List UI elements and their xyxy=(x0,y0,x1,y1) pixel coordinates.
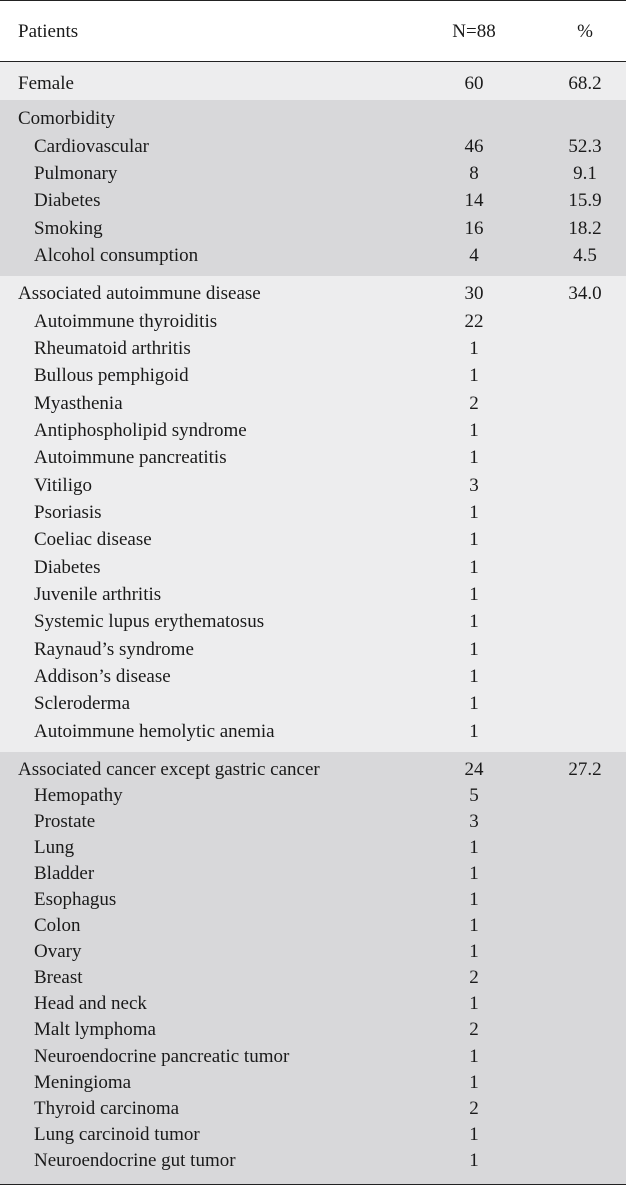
table-row xyxy=(0,362,626,389)
table-row xyxy=(0,913,626,939)
row-percent: 15.9 xyxy=(568,190,602,212)
row-count: 1 xyxy=(469,365,479,387)
row-percent: 18.2 xyxy=(568,217,602,239)
row-label: Lung xyxy=(34,836,75,858)
row-count: 24 xyxy=(464,758,484,780)
table-row xyxy=(0,444,626,471)
table-row xyxy=(0,280,626,307)
row-label: Diabetes xyxy=(34,190,101,212)
row-percent: 27.2 xyxy=(568,758,602,780)
row-label: Neuroendocrine pancreatic tumor xyxy=(34,1045,290,1067)
header-n: N=88 xyxy=(452,20,496,42)
header-percent: % xyxy=(577,20,593,42)
row-count: 2 xyxy=(469,1097,479,1119)
table-row xyxy=(0,499,626,526)
row-label: Autoimmune thyroiditis xyxy=(34,310,218,332)
table-row xyxy=(0,965,626,991)
table-row xyxy=(0,991,626,1017)
section-female xyxy=(0,62,626,100)
row-count: 1 xyxy=(469,720,479,742)
row-count: 1 xyxy=(469,862,479,884)
row-label: Smoking xyxy=(34,217,103,239)
row-label: Esophagus xyxy=(34,889,117,911)
row-label: Vitiligo xyxy=(34,474,92,496)
table-row xyxy=(0,756,626,782)
row-percent: 4.5 xyxy=(573,245,597,267)
row-label: Addison’s disease xyxy=(34,665,171,687)
row-label: Alcohol consumption xyxy=(34,245,199,267)
row-label: Associated cancer except gastric cancer xyxy=(18,758,320,780)
table-row xyxy=(0,187,626,214)
row-label: Neuroendocrine gut tumor xyxy=(34,1149,236,1171)
row-percent: 34.0 xyxy=(568,283,602,305)
table-row xyxy=(0,808,626,834)
row-count: 1 xyxy=(469,915,479,937)
row-count: 1 xyxy=(469,1071,479,1093)
row-count: 1 xyxy=(469,583,479,605)
row-percent: 68.2 xyxy=(568,72,602,94)
section-cancer xyxy=(0,752,626,1184)
row-percent: 52.3 xyxy=(568,135,602,157)
row-label: Myasthenia xyxy=(34,392,123,414)
row-label: Ovary xyxy=(34,941,82,963)
row-label: Bullous pemphigoid xyxy=(34,365,189,387)
table-row xyxy=(0,886,626,912)
row-count: 60 xyxy=(464,72,484,94)
section-autoimmune xyxy=(0,276,626,752)
table-row xyxy=(0,132,626,159)
row-count: 2 xyxy=(469,392,479,414)
row-label: Thyroid carcinoma xyxy=(34,1097,180,1119)
table-row xyxy=(0,1069,626,1095)
row-count: 8 xyxy=(469,162,479,184)
row-count: 30 xyxy=(464,283,484,305)
row-label: Hemopathy xyxy=(34,784,123,806)
table-row xyxy=(0,1121,626,1147)
table-row xyxy=(0,335,626,362)
table-row xyxy=(0,782,626,808)
row-count: 22 xyxy=(464,310,484,332)
table-row xyxy=(0,69,626,97)
table-row xyxy=(0,1147,626,1173)
row-count: 1 xyxy=(469,611,479,633)
row-count: 1 xyxy=(469,638,479,660)
row-count: 1 xyxy=(469,447,479,469)
row-count: 1 xyxy=(469,1149,479,1171)
table-row xyxy=(0,718,626,745)
row-label: Female xyxy=(18,72,74,94)
row-count: 46 xyxy=(464,135,484,157)
row-percent: 9.1 xyxy=(573,162,597,184)
row-count: 16 xyxy=(464,217,484,239)
row-label: Breast xyxy=(34,967,83,989)
table-row xyxy=(0,834,626,860)
row-label: Comorbidity xyxy=(18,108,116,130)
row-label: Cardiovascular xyxy=(34,135,150,157)
table-row xyxy=(0,1095,626,1121)
table-row xyxy=(0,1043,626,1069)
table-row xyxy=(0,939,626,965)
row-count: 1 xyxy=(469,836,479,858)
row-count: 1 xyxy=(469,693,479,715)
row-count: 1 xyxy=(469,529,479,551)
table-header xyxy=(0,1,626,61)
table-row xyxy=(0,1017,626,1043)
row-label: Autoimmune hemolytic anemia xyxy=(34,720,275,742)
row-count: 1 xyxy=(469,556,479,578)
row-label: Raynaud’s syndrome xyxy=(34,638,194,660)
row-count: 2 xyxy=(469,967,479,989)
row-label: Malt lymphoma xyxy=(34,1019,156,1041)
row-count: 14 xyxy=(464,190,484,212)
table-row xyxy=(0,635,626,662)
row-label: Pulmonary xyxy=(34,162,118,184)
row-count: 1 xyxy=(469,941,479,963)
table-row xyxy=(0,215,626,242)
row-count: 1 xyxy=(469,1045,479,1067)
table-row xyxy=(0,105,626,132)
row-count: 1 xyxy=(469,419,479,441)
row-count: 1 xyxy=(469,665,479,687)
row-label: Head and neck xyxy=(34,993,147,1015)
row-count: 1 xyxy=(469,993,479,1015)
row-label: Autoimmune pancreatitis xyxy=(34,447,227,469)
row-label: Prostate xyxy=(34,810,96,832)
row-label: Antiphospholipid syndrome xyxy=(34,419,247,441)
row-count: 1 xyxy=(469,337,479,359)
row-label: Colon xyxy=(34,915,81,937)
row-label: Systemic lupus erythematosus xyxy=(34,611,265,633)
row-label: Meningioma xyxy=(34,1071,132,1093)
row-count: 1 xyxy=(469,501,479,523)
row-label: Scleroderma xyxy=(34,693,131,715)
table-row xyxy=(0,690,626,717)
table-row xyxy=(0,471,626,498)
row-count: 1 xyxy=(469,1123,479,1145)
row-count: 1 xyxy=(469,889,479,911)
row-label: Juvenile arthritis xyxy=(34,583,162,605)
table-row xyxy=(0,160,626,187)
table-row xyxy=(0,553,626,580)
row-count: 4 xyxy=(469,245,479,267)
row-label: Psoriasis xyxy=(34,501,102,523)
table-row xyxy=(0,608,626,635)
table-row xyxy=(0,417,626,444)
table-row xyxy=(0,389,626,416)
row-label: Diabetes xyxy=(34,556,101,578)
table-row xyxy=(0,242,626,269)
table-row xyxy=(0,860,626,886)
row-count: 5 xyxy=(469,784,479,806)
row-count: 3 xyxy=(469,810,479,832)
row-label: Rheumatoid arthritis xyxy=(34,337,191,359)
header-patients: Patients xyxy=(18,20,79,42)
row-label: Coeliac disease xyxy=(34,529,152,551)
row-label: Lung carcinoid tumor xyxy=(34,1123,200,1145)
row-count: 2 xyxy=(469,1019,479,1041)
row-label: Bladder xyxy=(34,862,95,884)
section-comorbidity xyxy=(0,100,626,276)
table-row xyxy=(0,307,626,334)
row-label: Associated autoimmune disease xyxy=(18,283,261,305)
table-row xyxy=(0,526,626,553)
row-count: 3 xyxy=(469,474,479,496)
table-row xyxy=(0,663,626,690)
table-row xyxy=(0,581,626,608)
